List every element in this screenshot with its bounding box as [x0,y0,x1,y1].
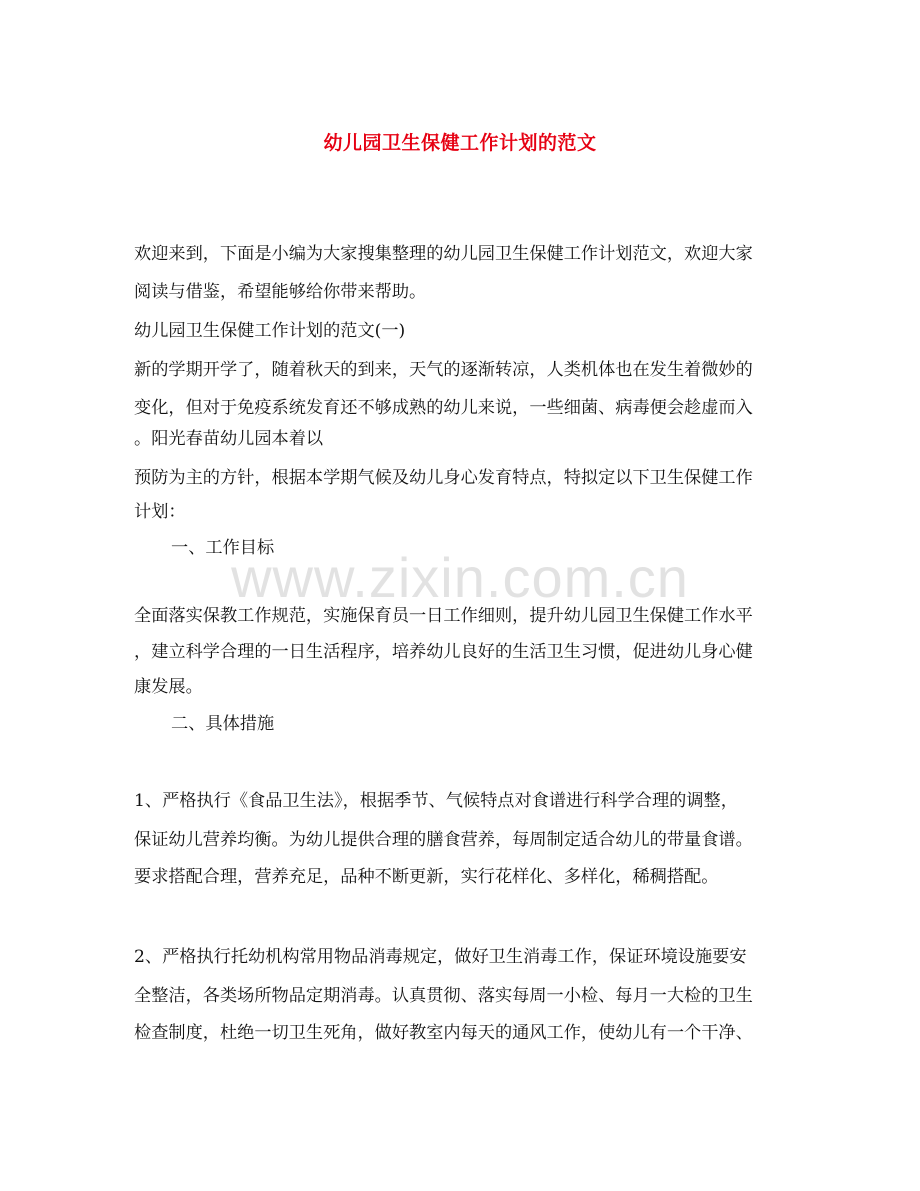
body-text-line: 2、严格执行托幼机构常用物品消毒规定，做好卫生消毒工作，保证环境设施要安 [134,947,747,967]
section-heading: 幼儿园卫生保健工作计划的范文(一) [134,321,406,341]
watermark: www.zixin.com.cn [231,546,689,609]
body-text-line: 全整洁，各类场所物品定期消毒。认真贯彻、落实每周一小检、每月一大检的卫生 [134,986,753,1006]
body-text-line: 检查制度，杜绝一切卫生死角，做好教室内每天的通风工作，使幼儿有一个干净、 [134,1023,753,1043]
body-text-line: 计划： [134,502,186,522]
body-text-line: 保证幼儿营养均衡。为幼儿提供合理的膳食营养，每周制定适合幼儿的带量食谱。 [134,830,753,850]
body-text-line: 康发展。 [134,677,203,697]
body-text-line: 欢迎来到，下面是小编为大家搜集整理的幼儿园卫生保健工作计划范文，欢迎大家 [134,244,753,264]
document-title: 幼儿园卫生保健工作计划的范文 [323,132,597,154]
body-text-line: ，建立科学合理的一日生活程序，培养幼儿良好的生活卫生习惯，促进幼儿身心健 [134,642,753,662]
body-text-line: 1、严格执行《食品卫生法》，根据季节、气候特点对食谱进行科学合理的调整， [134,791,738,811]
body-text-line: 预防为主的方针，根据本学期气候及幼儿身心发育特点，特拟定以下卫生保健工作 [134,468,753,488]
body-text-line: 变化，但对于免疫系统发育还不够成熟的幼儿来说，一些细菌、病毒便会趁虚而入 [134,398,753,418]
body-text-line: 全面落实保教工作规范，实施保育员一日工作细则，提升幼儿园卫生保健工作水平 [134,606,753,626]
body-text-line: 阅读与借鉴，希望能够给你带来帮助。 [134,282,427,302]
body-text-line: 。阳光春苗幼儿园本着以 [134,429,324,449]
subsection-heading: 一、工作目标 [171,538,275,558]
subsection-heading: 二、具体措施 [171,714,275,734]
body-text-line: 新的学期开学了，随着秋天的到来，天气的逐渐转凉，人类机体也在发生着微妙的 [134,360,753,380]
body-text-line: 要求搭配合理，营养充足，品种不断更新，实行花样化、多样化，稀稠搭配。 [134,867,719,887]
